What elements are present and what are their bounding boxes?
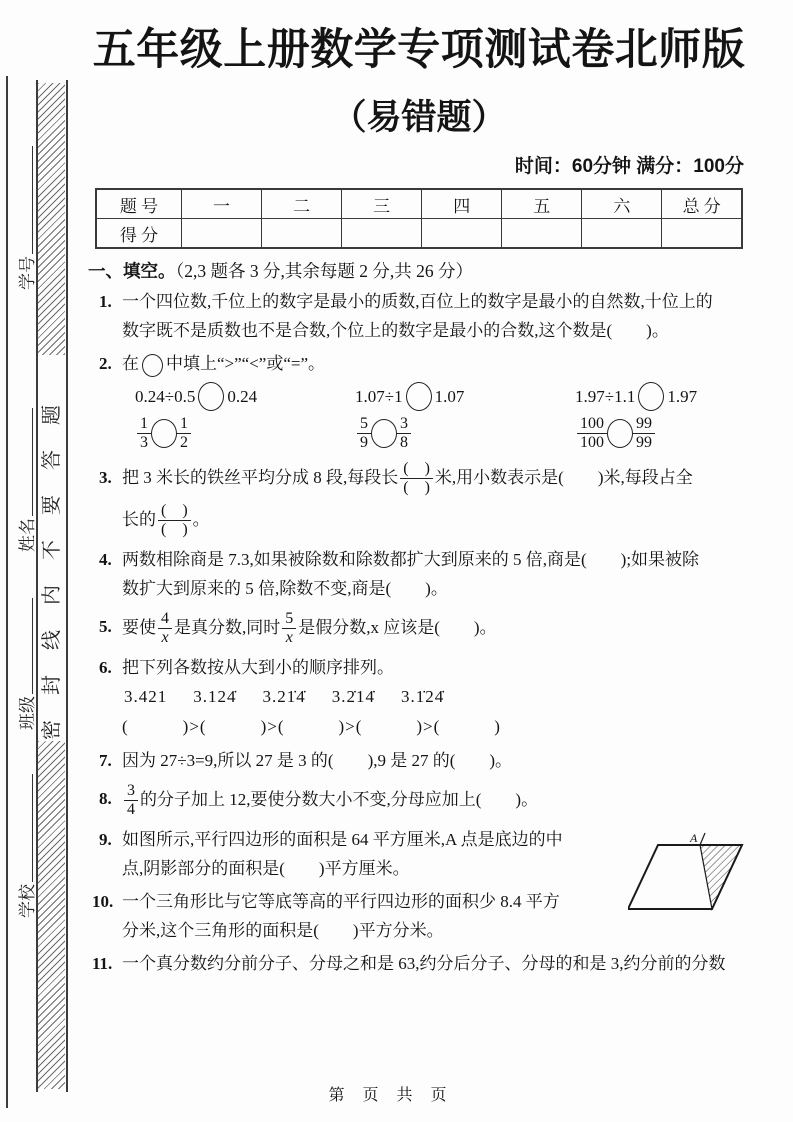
comparison-circle bbox=[151, 419, 177, 448]
question-number: 6. bbox=[99, 657, 112, 677]
question-text-segment: 是真分数,同时 bbox=[174, 617, 281, 637]
point-a-tick bbox=[700, 833, 705, 845]
comparison-item bbox=[355, 382, 575, 411]
question-text bbox=[122, 349, 750, 378]
fraction-numerator: 1 bbox=[137, 415, 151, 434]
exam-paper bbox=[88, 0, 750, 1104]
school-field bbox=[13, 774, 38, 918]
question-text-segment: 长的 bbox=[122, 509, 156, 529]
question-number: 9. bbox=[99, 829, 112, 849]
comparison-row-fractions bbox=[122, 415, 750, 453]
question-text: 因为 27÷3=9,所以 27 是 3 的( ),9 是 27 的( )。 bbox=[122, 750, 513, 770]
answer-blanks-row: ( )>( )>( )>( )>( ) bbox=[122, 716, 501, 736]
comparison-row-decimals bbox=[122, 382, 750, 411]
score-table-cell: 三 bbox=[342, 189, 422, 219]
question-text bbox=[122, 499, 750, 541]
question-text bbox=[122, 457, 750, 499]
question-number: 8. bbox=[99, 788, 112, 808]
question-text-segment: 的分子加上 12,要使分数大小不变,分母应加上( )。 bbox=[140, 789, 539, 809]
fraction-numerator: 99 bbox=[633, 415, 655, 434]
question-text: 数字既不是质数也不是合数,个位上的数字是最小的合数,这个数是( )。 bbox=[122, 321, 669, 340]
fraction bbox=[397, 415, 411, 453]
comparison-item bbox=[575, 415, 793, 453]
question-number: 3. bbox=[99, 467, 112, 487]
page-title: 五年级上册数学专项测试卷北师版 bbox=[92, 26, 746, 74]
class-field bbox=[13, 598, 38, 730]
page-edge-line bbox=[6, 76, 8, 1108]
fraction-numerator: 3 bbox=[397, 415, 411, 434]
score-empty-cell bbox=[182, 219, 262, 249]
comparison-item bbox=[575, 382, 793, 411]
question-8 bbox=[88, 779, 750, 821]
fraction-numerator: 5 bbox=[282, 610, 296, 629]
score-table-cell: 五 bbox=[502, 189, 582, 219]
fraction bbox=[177, 415, 191, 453]
score-table-header-row bbox=[96, 189, 742, 219]
comparison-left: 1.07÷1 bbox=[355, 386, 403, 406]
school-label: 学校 bbox=[18, 884, 38, 918]
question-7 bbox=[88, 746, 750, 775]
score-row-label: 得 分 bbox=[96, 219, 182, 249]
time-score-info: 时间：60分钟 满分：100分 bbox=[514, 156, 744, 177]
question-text bbox=[122, 779, 750, 821]
parallelogram-figure bbox=[628, 828, 746, 926]
number-list bbox=[122, 682, 750, 712]
score-empty-cell bbox=[662, 219, 742, 249]
question-text: 把下列各数按从大到小的顺序排列。 bbox=[122, 657, 394, 677]
fraction-numerator: 1 bbox=[177, 415, 191, 434]
fraction bbox=[282, 610, 296, 648]
score-empty-cell bbox=[342, 219, 422, 249]
section-1-heading bbox=[88, 258, 750, 284]
student-id-field bbox=[13, 146, 38, 290]
fraction-numerator: 3 bbox=[124, 782, 138, 801]
fraction bbox=[357, 415, 371, 453]
question-4 bbox=[88, 545, 750, 603]
comparison-item bbox=[135, 382, 355, 411]
question-text: 一个四位数,千位上的数字是最小的质数,百位上的数字是最小的自然数,十位上的 bbox=[122, 292, 713, 311]
question-text-segment: 米,用小数表示是( )米,每段占全 bbox=[434, 467, 693, 487]
number-item: 3.2̇14̇ bbox=[331, 686, 375, 706]
fraction-denominator: ( ) bbox=[161, 521, 188, 539]
question-number: 2. bbox=[99, 354, 112, 373]
comparison-circle bbox=[371, 419, 397, 448]
student-id-blank-line bbox=[30, 146, 33, 254]
score-table bbox=[95, 188, 743, 249]
question-number: 11. bbox=[92, 953, 113, 973]
score-table-score-row bbox=[96, 219, 742, 249]
comparison-right: 0.24 bbox=[227, 386, 258, 406]
score-table-cell: 题 号 bbox=[96, 189, 182, 219]
comparison-circle bbox=[406, 382, 432, 411]
comparison-left: 1.97÷1.1 bbox=[575, 386, 636, 406]
number-item: 3.421 bbox=[124, 686, 168, 706]
fraction bbox=[633, 415, 655, 453]
question-11 bbox=[88, 949, 750, 978]
question-text: 一个真分数约分前分子、分母之和是 63,约分后分子、分母的和是 3,约分前的分数 bbox=[122, 953, 726, 973]
score-empty-cell bbox=[262, 219, 342, 249]
comparison-circle bbox=[638, 382, 664, 411]
question-number: 10. bbox=[92, 891, 114, 911]
student-id-label: 学号 bbox=[18, 256, 38, 290]
fraction-denominator: x bbox=[161, 629, 169, 647]
question-text: 如图所示,平行四边形的面积是 64 平方厘米,A 点是底边的中 bbox=[122, 829, 563, 849]
fraction-denominator: 99 bbox=[636, 434, 652, 452]
section-1-title: 一、填空。 bbox=[88, 261, 176, 281]
fraction-numerator: 100 bbox=[577, 415, 607, 434]
seal-hatch-bottom bbox=[38, 741, 65, 1089]
question-text-segment: 是假分数,x 应该是( )。 bbox=[298, 617, 497, 637]
fraction-numerator: 5 bbox=[357, 415, 371, 434]
question-text: 数扩大到原来的 5 倍,除数不变,商是( )。 bbox=[122, 578, 448, 598]
question-text: 一个三角形比与它等底等高的平行四边形的面积少 8.4 平方 bbox=[122, 891, 560, 911]
score-table-cell: 一 bbox=[182, 189, 262, 219]
comparison-circle bbox=[607, 419, 633, 448]
question-text-segment: 中填上“>”“<”或“=”。 bbox=[166, 354, 326, 373]
comparison-right: 1.07 bbox=[434, 386, 465, 406]
student-name-blank-line bbox=[30, 408, 33, 516]
question-text: 分米,这个三角形的面积是( )平方分米。 bbox=[122, 920, 444, 940]
fraction-numerator: ( ) bbox=[400, 460, 433, 479]
point-a-label: A bbox=[690, 831, 698, 845]
score-empty-cell bbox=[422, 219, 502, 249]
fraction-denominator: 100 bbox=[580, 434, 604, 452]
question-text-segment: 在 bbox=[122, 354, 139, 373]
fraction-denominator: 8 bbox=[400, 434, 408, 452]
fraction-denominator: 9 bbox=[360, 434, 368, 452]
number-item: 3.21̇4̇ bbox=[262, 686, 306, 706]
question-text bbox=[122, 607, 750, 649]
question-2 bbox=[88, 349, 750, 453]
shaded-triangle bbox=[700, 845, 742, 909]
section-1-note: （2,3 题各 3 分,其余每题 2 分,共 26 分） bbox=[175, 261, 473, 281]
fraction-numerator: ( ) bbox=[158, 502, 191, 521]
fraction bbox=[137, 415, 151, 453]
score-empty-cell bbox=[582, 219, 662, 249]
number-item: 3.124̇ bbox=[193, 686, 237, 706]
student-name-label: 姓名 bbox=[18, 518, 38, 552]
fraction-denominator: x bbox=[285, 629, 293, 647]
question-1 bbox=[88, 287, 750, 345]
fraction-numerator: 4 bbox=[158, 610, 172, 629]
number-item: 3.1̇24̇ bbox=[401, 686, 445, 706]
seal-warning-text: 密封线内不要答题 bbox=[41, 380, 63, 740]
question-text-segment: 。 bbox=[192, 509, 210, 529]
fraction-denominator: 3 bbox=[140, 434, 148, 452]
comparison-item bbox=[135, 415, 355, 453]
question-5 bbox=[88, 607, 750, 649]
question-text: 点,阴影部分的面积是( )平方厘米。 bbox=[122, 858, 410, 878]
score-table-cell: 六 bbox=[582, 189, 662, 219]
comparison-circle bbox=[142, 354, 163, 377]
fraction bbox=[158, 610, 172, 648]
student-name-field bbox=[13, 408, 38, 552]
score-table-cell: 二 bbox=[262, 189, 342, 219]
comparison-right: 1.97 bbox=[667, 386, 698, 406]
question-text-segment: 把 3 米长的铁丝平均分成 8 段,每段长 bbox=[122, 467, 399, 487]
question-text: 两数相除商是 7.3,如果被除数和除数都扩大到原来的 5 倍,商是( );如果被除 bbox=[122, 549, 700, 569]
question-number: 5. bbox=[99, 616, 112, 636]
question-text-segment: 要使 bbox=[122, 617, 156, 637]
comparison-item bbox=[355, 415, 575, 453]
score-empty-cell bbox=[502, 219, 582, 249]
question-number: 1. bbox=[99, 292, 112, 311]
comparison-left: 0.24÷0.5 bbox=[135, 386, 196, 406]
comparison-circle bbox=[198, 382, 224, 411]
class-label: 班级 bbox=[18, 696, 38, 730]
seal-band-right-line bbox=[66, 80, 68, 1092]
page-footer: 第 页 共 页 bbox=[328, 1087, 454, 1104]
fraction-denominator: 2 bbox=[180, 434, 188, 452]
blank-fraction bbox=[400, 460, 433, 498]
score-table-cell: 四 bbox=[422, 189, 502, 219]
fraction-denominator: ( ) bbox=[403, 479, 430, 497]
page-subtitle: （易错题） bbox=[331, 98, 507, 137]
question-number: 4. bbox=[99, 549, 112, 569]
fraction bbox=[124, 782, 138, 820]
school-blank-line bbox=[30, 774, 33, 882]
question-6 bbox=[88, 653, 750, 742]
fraction bbox=[577, 415, 607, 453]
score-table-cell: 总 分 bbox=[662, 189, 742, 219]
blank-fraction bbox=[158, 502, 191, 540]
class-blank-line bbox=[30, 598, 33, 694]
fraction-denominator: 4 bbox=[127, 801, 135, 819]
seal-hatch-top bbox=[38, 83, 65, 355]
question-number: 7. bbox=[99, 750, 112, 770]
question-3 bbox=[88, 457, 750, 541]
